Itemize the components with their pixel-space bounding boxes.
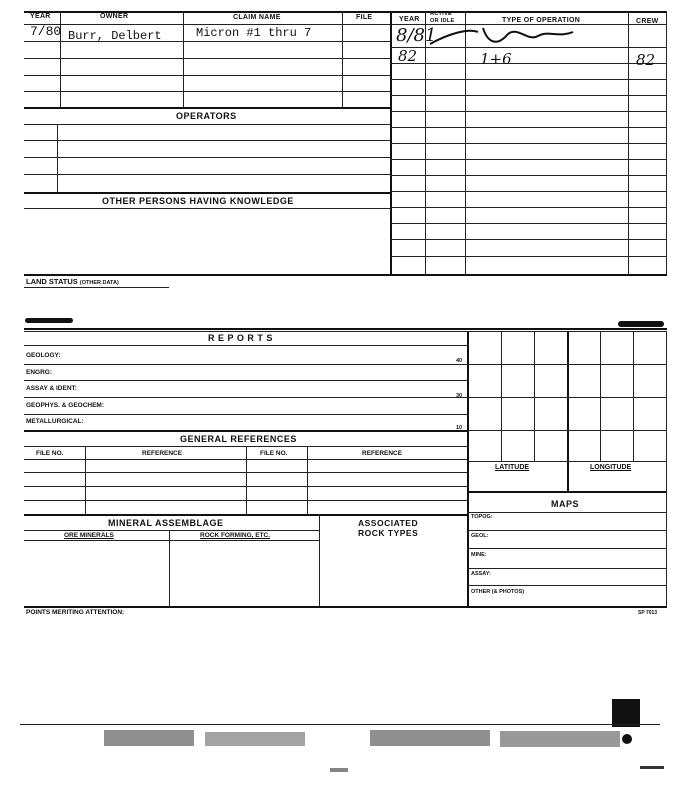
ore-minerals-label: ORE MINERALS [64, 532, 114, 539]
latitude-label: LATITUDE [495, 464, 530, 471]
form-number: SP 7013 [638, 610, 658, 616]
longitude-label: LONGITUDE [590, 464, 632, 471]
maps-other: OTHER (& PHOTOS) [471, 589, 525, 595]
maps-assay: ASSAY: [471, 571, 491, 577]
row1-year: 7/80 [30, 24, 62, 39]
header-claim-name: CLAIM NAME [233, 14, 281, 21]
other-persons-heading: OTHER PERSONS HAVING KNOWLEDGE [102, 196, 294, 206]
land-status-label: LAND STATUS (OTHER DATA) [26, 277, 119, 286]
maps-geol: GEOL: [471, 533, 489, 539]
maps-mine: MINE: [471, 552, 487, 558]
points-meriting-attention: POINTS MERITING ATTENTION: [26, 609, 125, 616]
report-metallurgical-num: 10 [456, 425, 463, 431]
header-year-right: YEAR [399, 16, 420, 23]
rock-forming-label: ROCK FORMING, ETC. [200, 532, 271, 539]
ref-reference-1: REFERENCE [142, 450, 183, 457]
ref-reference-2: REFERENCE [362, 450, 403, 457]
handwritten-year-a: 8/81 [396, 25, 437, 46]
maps-topog: TOPOG: [471, 514, 493, 520]
header-crew: CREW [636, 18, 659, 25]
operators-heading: OPERATORS [176, 111, 237, 121]
handwritten-active-b: 1+6 [480, 50, 512, 68]
handwritten-year-b: 82 [398, 47, 418, 65]
header-type-of-operation: TYPE OF OPERATION [502, 17, 581, 24]
maps-heading: MAPS [551, 499, 580, 509]
mineral-assemblage-heading: MINERAL ASSEMBLAGE [108, 518, 224, 528]
ref-file-no-1: FILE NO. [36, 450, 64, 457]
report-geology: GEOLOGY: [26, 352, 61, 359]
handwritten-crew-b: 82 [636, 51, 656, 69]
header-owner: OWNER [100, 13, 129, 20]
associated-rock-types-line2: ROCK TYPES [358, 528, 419, 538]
header-file: FILE [356, 14, 373, 21]
report-metallurgical: METALLURGICAL: [26, 418, 84, 425]
row1-owner: Burr, Delbert [68, 29, 162, 43]
report-assay: ASSAY & IDENT: [26, 385, 77, 392]
header-active: ACTIVE [430, 11, 452, 17]
report-geophys: GEOPHYS. & GEOCHEM: [26, 402, 105, 409]
reports-heading: R E P O R T S [208, 333, 273, 343]
ref-file-no-2: FILE NO. [260, 450, 288, 457]
report-engrg: ENGRG: [26, 369, 52, 376]
header-year: YEAR [30, 13, 51, 20]
report-assay-num: 30 [456, 393, 463, 399]
header-dormant: OR IDLE [430, 18, 455, 24]
associated-rock-types-line1: ASSOCIATED [358, 518, 419, 528]
handwritten-scribble [428, 24, 578, 50]
row1-claim-name: Micron #1 thru 7 [196, 26, 312, 40]
report-geology-num: 40 [456, 358, 463, 364]
general-references-heading: GENERAL REFERENCES [180, 434, 297, 444]
